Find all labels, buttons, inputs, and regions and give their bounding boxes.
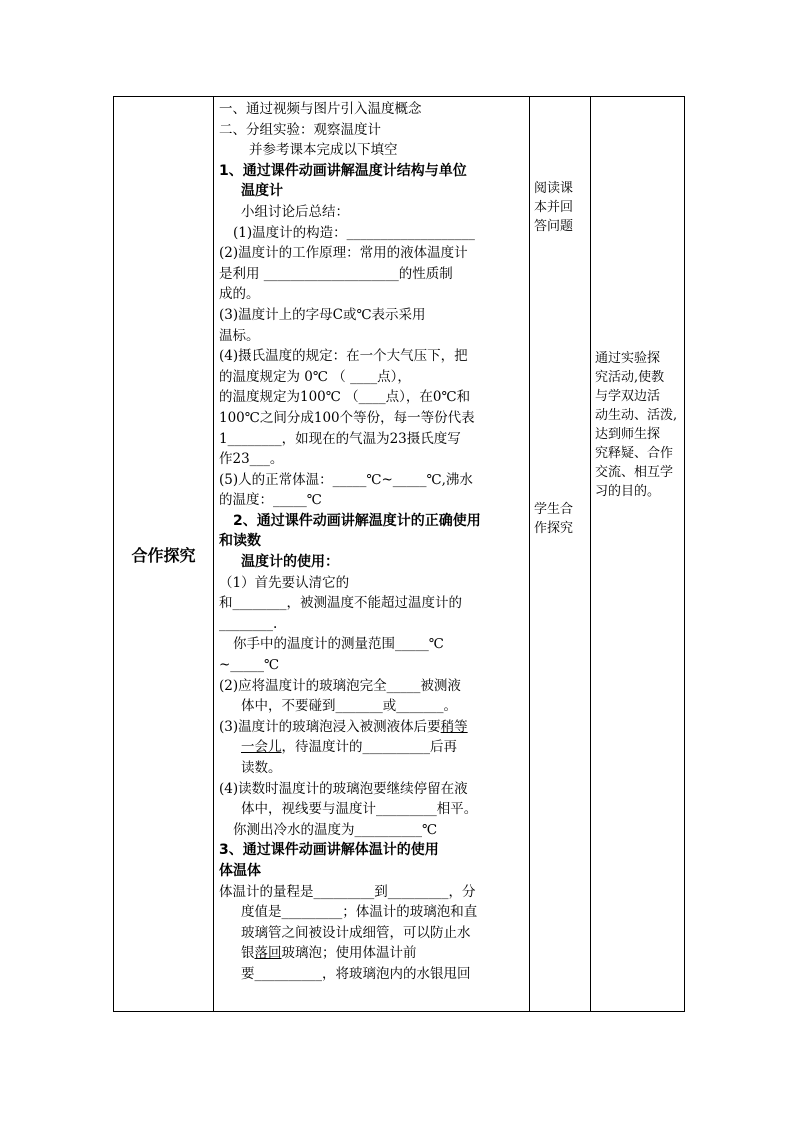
student-activity-cell — [530, 97, 591, 1012]
content-line: 100℃之间分成100个等份，每一等份代表 — [219, 409, 475, 426]
content-line: 度值是_________；体温计的玻璃泡和直 — [241, 904, 478, 921]
section-title: 合作探究 — [131, 545, 196, 565]
content-line: 的温度规定为100℃ （____点），在0℃和 — [219, 389, 471, 406]
content-line — [219, 717, 527, 738]
content-line: 小组讨论后总结： — [241, 203, 349, 220]
content-line: 和________，被测温度不能超过温度计的 — [219, 595, 462, 612]
content-line: ~_____℃ — [219, 657, 280, 674]
heading-1a: 1、通过课件动画讲解温度计结构与单位 — [219, 162, 467, 179]
underlined-text: 稍等 — [440, 718, 468, 735]
content-line: (1)温度计的构造：___________________ — [233, 224, 475, 241]
content-line: (4)读数时温度计的玻璃泡要继续停留在液 — [219, 780, 468, 797]
heading-2c: 温度计的使用： — [241, 554, 339, 571]
heading-3a: 3、通过课件动画讲解体温计的使用 — [219, 842, 439, 859]
teaching-content — [214, 97, 529, 1011]
purpose-line: 交流、相互学 — [595, 465, 674, 480]
activity-line: 学生合 — [534, 502, 574, 517]
teaching-content-cell — [214, 97, 530, 1012]
heading-3b: 体温体 — [219, 862, 261, 879]
content-line: 你测出冷水的温度为__________℃ — [233, 821, 438, 838]
content-line: 温标。 — [219, 327, 260, 344]
underlined-text: 一会儿 — [241, 739, 282, 756]
content-line: 的温度：_____℃ — [219, 492, 322, 509]
content-line — [219, 737, 527, 758]
content-line: 体中，视线要与温度计_________相平。 — [241, 801, 478, 818]
heading-2a: 2、通过课件动画讲解温度计的正确使用 — [233, 512, 481, 529]
student-activity-1 — [534, 97, 586, 236]
content-line: 并参考课本完成以下填空 — [249, 142, 398, 159]
activity-line: 本并回 — [534, 200, 574, 215]
lesson-plan-table — [113, 96, 685, 1012]
content-line: 1________，如现在的气温为23摄氏度写 — [219, 430, 461, 447]
content-line: 作23___。 — [219, 451, 284, 468]
content-text: (3)温度计的玻璃泡浸入被测液体后要 — [219, 718, 441, 735]
heading-1b: 温度计 — [241, 183, 283, 200]
content-line: 读数。 — [241, 760, 282, 776]
content-line: 是利用 ____________________的性质制 — [219, 265, 453, 282]
design-purpose-cell — [591, 97, 685, 1012]
content-line: 体温计的量程是_________到_________，分 — [219, 883, 476, 900]
purpose-line: 与学双边活 — [595, 389, 661, 404]
table-row — [114, 97, 685, 1012]
content-line: 要__________，将玻璃泡内的水银甩回 — [241, 965, 471, 982]
content-line — [219, 943, 527, 964]
content-line: 玻璃管之间被设计成细管，可以防止水 — [241, 924, 471, 941]
activity-line: 阅读课 — [534, 181, 574, 196]
design-purpose — [591, 97, 684, 501]
student-activity — [530, 97, 590, 1009]
content-line: 的温度规定为 0℃ （ ____点）， — [219, 368, 411, 385]
content-line: 成的。 — [219, 286, 260, 303]
content-line: 体中，不要碰到_______或_______。 — [241, 698, 457, 715]
content-text: 银 — [241, 945, 255, 962]
content-line: (2)温度计的工作原理：常用的液体温度计 — [219, 245, 468, 262]
content-text: 玻璃泡；使用体温计前 — [281, 945, 417, 962]
content-line: 一、通过视频与图片引入温度概念 — [219, 101, 422, 117]
content-line: (3)温度计上的字母C或℃表示采用 — [219, 306, 426, 323]
content-line: （1）首先要认清它的 — [219, 574, 350, 591]
content-text: ，待温度计的__________后再 — [281, 739, 457, 756]
purpose-line: 达到师生探 — [595, 427, 661, 442]
purpose-line: 动生动、活泼, — [595, 408, 678, 423]
activity-line: 作探究 — [534, 521, 574, 536]
purpose-line: 通过实验探 — [595, 351, 661, 366]
purpose-line: 究释疑、合作 — [595, 446, 674, 461]
underlined-text: 落回 — [254, 945, 282, 962]
content-line: (4)摄氏温度的规定：在一个大气压下，把 — [219, 348, 468, 365]
content-line: 二、分组实验：观察温度计 — [219, 121, 381, 138]
activity-line: 答问题 — [534, 219, 574, 234]
content-line: (5)人的正常体温：_____℃~_____℃,沸水 — [219, 471, 473, 488]
content-line: (2)应将温度计的玻璃泡完全_____被测液 — [219, 677, 461, 694]
purpose-line: 究活动,使教 — [595, 370, 665, 385]
purpose-line: 习的目的。 — [595, 484, 661, 499]
content-line: ________. — [219, 615, 278, 632]
heading-2b: 和读数 — [219, 533, 261, 550]
student-activity-2 — [534, 236, 586, 538]
section-cell — [114, 97, 214, 1012]
content-line: 你手中的温度计的测量范围_____℃ — [233, 636, 444, 653]
